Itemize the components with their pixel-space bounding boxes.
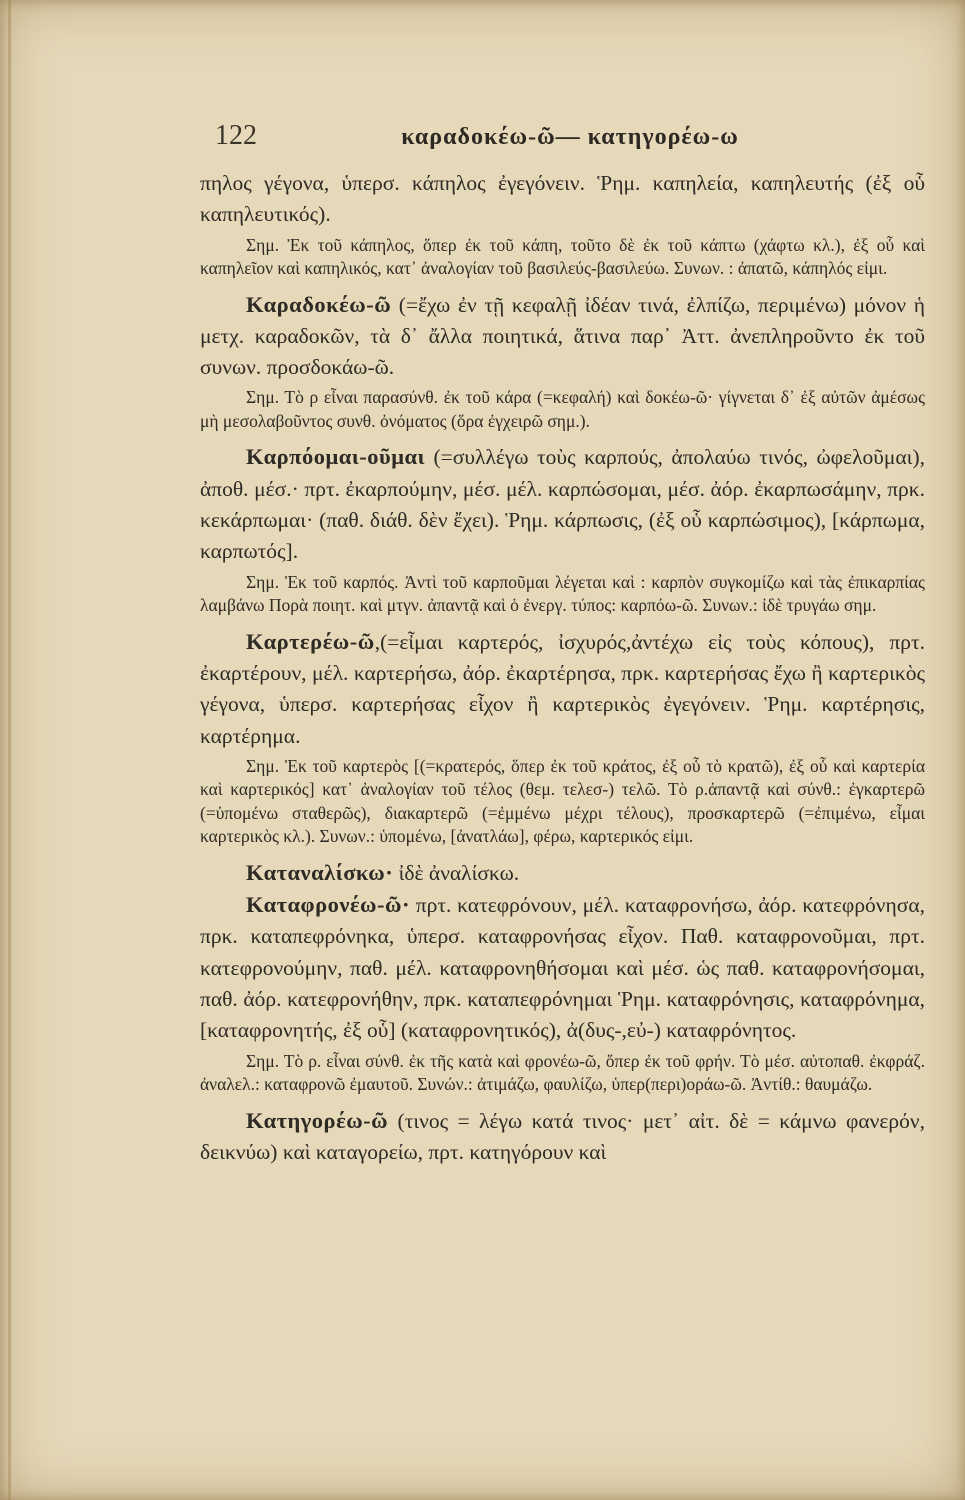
running-head: καραδοκέω-ῶ— κατηγορέω-ω bbox=[401, 124, 739, 150]
entry-kapilos-continued bbox=[200, 168, 925, 281]
entry-headword: Κατηγορέω-ῶ bbox=[246, 1107, 389, 1133]
entry-headword: Καταφρονέω-ῶ· bbox=[246, 892, 410, 918]
entry-body bbox=[200, 1105, 925, 1169]
entry-karpoomai bbox=[200, 441, 925, 617]
entry-body bbox=[200, 626, 925, 752]
entry-definition: (τινος = λέγω κατά τινος· μετ᾽ αἰτ. δὲ = κάμνω φανερόν, δεικνύω) καὶ καταγορείω, πρτ. κατηγόρουν καὶ bbox=[200, 1108, 925, 1164]
entry-kategoreo bbox=[200, 1105, 925, 1169]
entry-headword: Καρτερέω-ῶ bbox=[246, 628, 375, 654]
entry-katafroneo bbox=[200, 889, 925, 1096]
entry-definition: ἰδὲ ἀναλίσκω. bbox=[393, 860, 520, 885]
entry-katanaliskw bbox=[200, 857, 925, 889]
entry-body bbox=[200, 441, 925, 567]
entry-body bbox=[200, 889, 925, 1046]
page-number: 122 bbox=[215, 120, 257, 151]
entry-headword: Καραδοκέω-ῶ bbox=[246, 291, 392, 317]
entry-definition: (=συλλέγω τοὺς καρπούς, ἀπολαύω τινός, ὠφελοῦμαι), ἀποθ. μέσ.· πρτ. ἐκαρπούμην, μέσ. μέλ. καρπώσομαι, μέσ. ἀόρ. ἐκαρπωσάμην, πρκ. κεκάρπωμαι· (παθ. διάθ. δὲν ἔχει). Ῥημ. κάρπωσις, (ἐξ οὗ καρπώσιμος), [κάρπωμα, καρπωτός]. bbox=[200, 445, 925, 564]
dictionary-text bbox=[200, 168, 925, 1168]
entry-body bbox=[200, 857, 925, 889]
entry-note: Σημ. Ἐκ τοῦ καρπός. Ἀντὶ τοῦ καρποῦμαι λέγεται καὶ : καρπὸν συγκομίζω καὶ τὰς ἐπικαρπίας λαμβάνω Πορὰ ποιητ. καὶ μτγν. ἀπαντᾷ καὶ ὁ ἐνεργ. τύπος: καρπόω-ῶ. Συνων.: ἰδὲ τρυγάω σημ. bbox=[200, 571, 925, 616]
entry-note: Σημ. Τὸ ρ. εἶναι σύνθ. ἐκ τῆς κατὰ καὶ φρονέω-ῶ, ὅπερ ἐκ τοῦ φρήν. Τὸ μέσ. αὐτοπαθ. ἐκφράζ. ἀναλελ.: καταφρονῶ ἐμαυτοῦ. Συνών.: ἀτιμάζω, φαυλίζω, ὑπερ(περι)οράω-ῶ. Ἀντίθ.: θαυμάζω. bbox=[200, 1050, 925, 1095]
entry-definition: πρτ. κατεφρόνουν, μέλ. καταφρονήσω, ἀόρ. κατεφρόνησα, πρκ. καταπεφρόνηκα, ὑπερσ. καταφρονήσας εἶχον. Παθ. καταφρονοῦμαι, πρτ. κατεφρονούμην, παθ. μέλ. καταφρονηθήσομαι καὶ μέσ. ὡς παθ. καταφρονήσομαι, παθ. ἀόρ. κατεφρονήθην, πρκ. καταπεφρόνημαι Ῥημ. καταφρόνησις, καταφρόνημα, [καταφρονητής, ἐξ οὗ] (καταφρονητικός), ἀ(δυς-,εὐ-) καταφρόνητος. bbox=[200, 893, 925, 1043]
entry-definition: ,(=εἶμαι καρτερός, ἰσχυρός,ἀντέχω εἰς τοὺς κόπους), πρτ. ἐκαρτέρουν, μέλ. καρτερήσω, ἀόρ. ἐκαρτέρησα, πρκ. καρτερήσας ἔχω ἢ καρτερικὸς γέγονα, ὑπερσ. καρτερήσας εἶχον ἢ καρτερικὸς ἐγεγόνειν. Ῥημ. καρτέρησις, καρτέρημα. bbox=[200, 629, 925, 748]
entry-note: Σημ. Τὸ ρ εἶναι παρασύνθ. ἐκ τοῦ κάρα (=κεφαλή) καὶ δοκέω-ῶ· γίγνεται δ᾽ ἐξ αὐτῶν ἀμέσως μὴ μεσολαβοῦντος συνθ. ὀνόματος (ὅρα ἐγχειρῶ σημ.). bbox=[200, 387, 925, 431]
entry-definition: (=ἔχω ἐν τῇ κεφαλῇ ἰδέαν τινά, ἐλπίζω, περιμένω) μόνον ἡ μετχ. καραδοκῶν, τὰ δ᾽ ἄλλα ποιητικά, ἅτινα παρ᾽ Ἀττ. ἀνεπληροῦντο ἐκ τοῦ συνων. προσδοκάω-ῶ. bbox=[200, 292, 926, 380]
entry-headword: Καρπόομαι-οῦμαι bbox=[246, 444, 425, 470]
entry-body bbox=[200, 289, 925, 384]
entry-headword: Καταναλίσκω· bbox=[246, 859, 394, 885]
entry-body: πηλος γέγονα, ὑπερσ. κάπηλος ἐγεγόνειν. Ῥημ. καπηλεία, καπηλευτής (ἐξ οὗ καπηλευτικός). bbox=[200, 171, 925, 227]
entry-kartereo bbox=[200, 626, 925, 849]
page-header bbox=[215, 120, 925, 160]
entry-note: Σημ. Ἐκ τοῦ κάπηλος, ὅπερ ἐκ τοῦ κάπη, τοῦτο δὲ ἐκ τοῦ κάπτω (χάφτω κλ.), ἐξ οὗ καὶ καπηλεῖον καὶ καπηλικός, κατ᾽ ἀναλογίαν τοῦ βασιλεύς-βασιλεύω. Συνων. : ἀπατῶ, κάπηλός εἰμι. bbox=[200, 234, 925, 279]
entry-karadokeo bbox=[200, 289, 925, 434]
page-edge bbox=[8, 0, 11, 1500]
entry-note: Σημ. Ἐκ τοῦ καρτερὸς [(=κρατερός, ὅπερ ἐκ τοῦ κράτος, ἐξ οὗ τὸ κρατῶ), ἐξ οὗ καὶ καρτερία καὶ καρτερικός] κατ᾽ ἀναλογίαν τοῦ τέλος (θεμ. τελεσ-) τελῶ. Τὸ ρ.ἀπαντᾷ καὶ σύνθ.: ἐγκαρτερῶ (=ὑπομένω σταθερῶς), διακαρτερῶ (=ἐμμένω μέχρι τέλους), προσκαρτερῶ (=ἐπιμένω, εἶμαι καρτερικὸς κλ.). Συνων.: ὑπομένω, [ἀνατλάω], φέρω, καρτερικός εἰμι. bbox=[200, 755, 925, 847]
